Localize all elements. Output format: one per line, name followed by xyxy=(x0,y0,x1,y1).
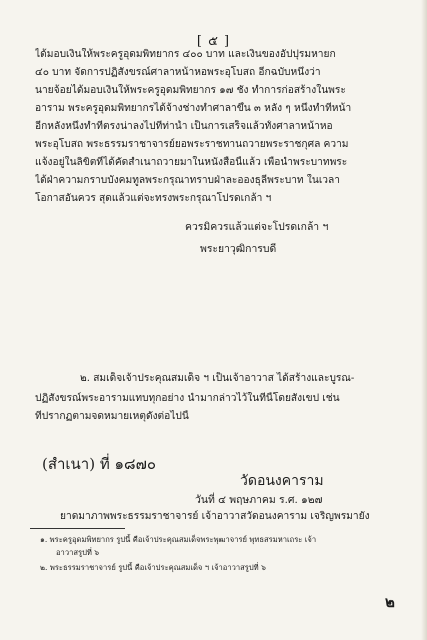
paragraph-2-line: ๒. สมเด็จเจ้าประคุณสมเด็จ ฯ เป็นเจ้าอาวาส ได้สร้างและบูรณ- xyxy=(80,373,355,384)
paragraph-1-line: นายจ้อยได้มอบเงินให้พระครูอุดมพิทยากร ๑๗ ชั่ง ทำการก่อสร้างในพระ xyxy=(35,85,346,96)
footnote-divider xyxy=(30,528,125,529)
page-number-top: [ ๕ ] xyxy=(196,34,231,49)
page-number-bottom: ๒ xyxy=(385,593,395,611)
paragraph-1-line: ได้ฝ่าความกราบบังคมทูลพระกรุณาทราบฝ่าละอองธุลีพระบาท ในเวลา xyxy=(35,175,340,186)
paragraph-2-line: ที่ปรากฏตามจดหมายเหตุดังต่อไปนี้ xyxy=(35,411,189,422)
letter-date: วันที่ ๔ พฤษภาคม ร.ศ. ๑๒๗ xyxy=(195,494,323,506)
paragraph-1-line: อาราม พระครูอุดมพิทยากรได้จ้างช่างทำศาลาขึ้น ๓ หลัง ๆ หนึ่งทำที่หน้า xyxy=(35,103,352,114)
paragraph-1-line: แจ้งอยู่ในลิขิตที่ได้คัดสำเนาถวายมาในหนังสือนี้แล้ว เพื่อนำพระบาทพระ xyxy=(35,157,348,168)
page-edge-shadow xyxy=(421,0,427,640)
copy-heading: (สำเนา) ที่ ๑๘๗๐ xyxy=(42,455,157,473)
paragraph-1-line: พระอุโบสถ พระธรรมราชาจารย์ยอพระราชทานถวายพระราชกุศล ความ xyxy=(35,139,349,150)
paragraph-1-line: โอกาสอันควร สุดแล้วแต่จะทรงพระกรุณาโปรดเกล้า ฯ xyxy=(35,193,272,204)
footnote: อาวาสรูปที่ ๖ xyxy=(56,548,100,557)
paragraph-1-line: ๔๐ บาท จัดการปฏิสังขรณ์ศาลาหน้าหอพระอุโบสถ อีกฉบับหนึ่งว่า xyxy=(35,67,321,78)
closing-line: ควรมิควรแล้วแต่จะโปรดเกล้า ฯ xyxy=(185,221,329,233)
sender-line: ยาดมาภาพพระธรรมราชาจารย์ เจ้าอาวาสวัดอนงคาราม เจริญพรมายัง xyxy=(60,511,370,522)
paragraph-1-line: ได้มอบเงินให้พระครูอุดมพิทยากร ๔๐๐ บาท และเงินของอัปปุรมหายก xyxy=(35,49,336,60)
footnote: ๒. พระธรรมราชาจารย์ รูปนี้ คือเจ้าประคุณสมเด็จ ฯ เจ้าอาวาสรูปที่ ๖ xyxy=(40,563,266,572)
temple-name: วัดอนงคาราม xyxy=(240,473,324,489)
signature: พระยาวุฒิการบดี xyxy=(200,243,277,255)
footnote: ๑. พระครูอุดมพิทยากร รูปนี้ คือเจ้าประคุณสมเด็จพระพุฒาจารย์ พุทธสรมหาเถระ เจ้า xyxy=(40,535,317,544)
paragraph-2-line: ปฏิสังขรณ์พระอารามแทบทุกอย่าง นำมากล่าวไว้ในที่นี้โดยสังเขป เช่น xyxy=(35,393,340,404)
paragraph-1-line: อีกหลังหนึ่งทำที่ตรงน่าลงไปที่ท่าน้ำ เป็นการเสร็จแล้วทั้งศาลาหน้าหอ xyxy=(35,121,333,132)
